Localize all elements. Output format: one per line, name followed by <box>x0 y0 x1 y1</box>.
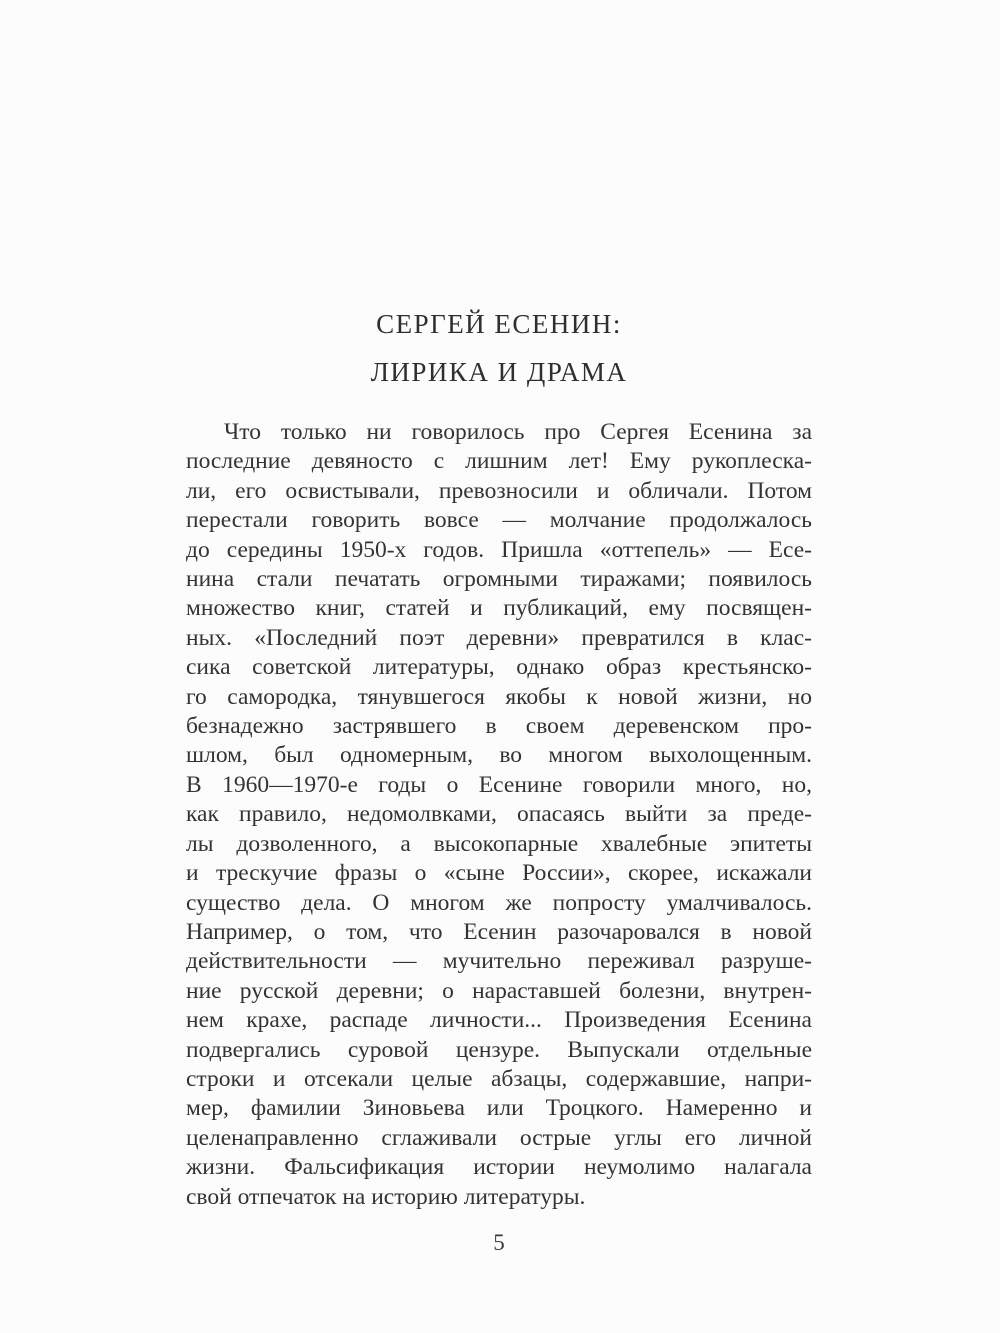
paragraph-line: нем крахе, распаде личности... Произведения Есенина <box>186 1007 812 1034</box>
chapter-title-line-1: СЕРГЕЙ ЕСЕНИН: <box>376 309 622 339</box>
paragraph-line: шлом, был одномерным, во многом выхолощенным. <box>186 742 812 769</box>
paragraph-line: и трескучие фразы о «сыне России», скорее, искажали <box>186 860 812 887</box>
paragraph-line: до середины 1950-х годов. Пришла «оттепель» — Есе- <box>186 536 812 563</box>
paragraph-line: ние русской деревни; о нараставшей болезни, внутрен- <box>186 977 812 1004</box>
paragraph-line: лы дозволенного, а высокопарные хвалебные эпитеты <box>186 830 812 857</box>
paragraph-line: нина стали печатать огромными тиражами; появилось <box>186 566 812 593</box>
paragraph-line: последние девяносто с лишним лет! Ему рукоплеска- <box>186 448 812 475</box>
paragraph-line: безнадежно застрявшего в своем деревенском про- <box>186 713 812 740</box>
paragraph-line: целенаправленно сглаживали острые углы его личной <box>186 1124 812 1151</box>
page-number: 5 <box>493 1230 505 1255</box>
paragraph-line: строки и отсекали целые абзацы, содержавшие, напри- <box>186 1065 812 1092</box>
paragraph-line: сика советской литературы, однако образ крестьянско- <box>186 654 812 681</box>
chapter-title <box>185 300 813 396</box>
paragraph-line: мер, фамилии Зиновьева или Троцкого. Намеренно и <box>186 1095 812 1122</box>
paragraph-line: перестали говорить вовсе — молчание продолжалось <box>186 507 812 534</box>
paragraph-line: ли, его освистывали, превозносили и обличали. Потом <box>186 477 812 504</box>
paragraph-line: Что только ни говорилось про Сергея Есенина за <box>224 419 812 445</box>
paragraph-line: как правило, недомолвками, опасаясь выйти за преде- <box>186 801 812 828</box>
paragraph-line: существо дела. О многом же попросту умалчивалось. <box>186 889 812 916</box>
paragraph <box>186 418 812 1212</box>
paragraph-line: Например, о том, что Есенин разочаровался в новой <box>186 918 812 945</box>
paragraph-line: В 1960—1970-е годы о Есенине говорили много, но, <box>186 771 812 798</box>
paragraph-line: го самородка, тянувшегося якобы к новой жизни, но <box>186 683 812 710</box>
paragraph-line: действительности — мучительно переживал разруше- <box>186 948 812 975</box>
paragraph-line: подвергались суровой цензуре. Выпускали отдельные <box>186 1036 812 1063</box>
paragraph-line: жизни. Фальсификация истории неумолимо налагала <box>186 1154 812 1181</box>
paragraph-line: множество книг, статей и публикаций, ему посвящен- <box>186 595 812 622</box>
paragraph-line: свой отпечаток на историю литературы. <box>186 1183 586 1210</box>
paragraph-line: ных. «Последний поэт деревни» превратился в клас- <box>186 624 812 651</box>
chapter-title-line-2: ЛИРИКА И ДРАМА <box>370 357 628 387</box>
